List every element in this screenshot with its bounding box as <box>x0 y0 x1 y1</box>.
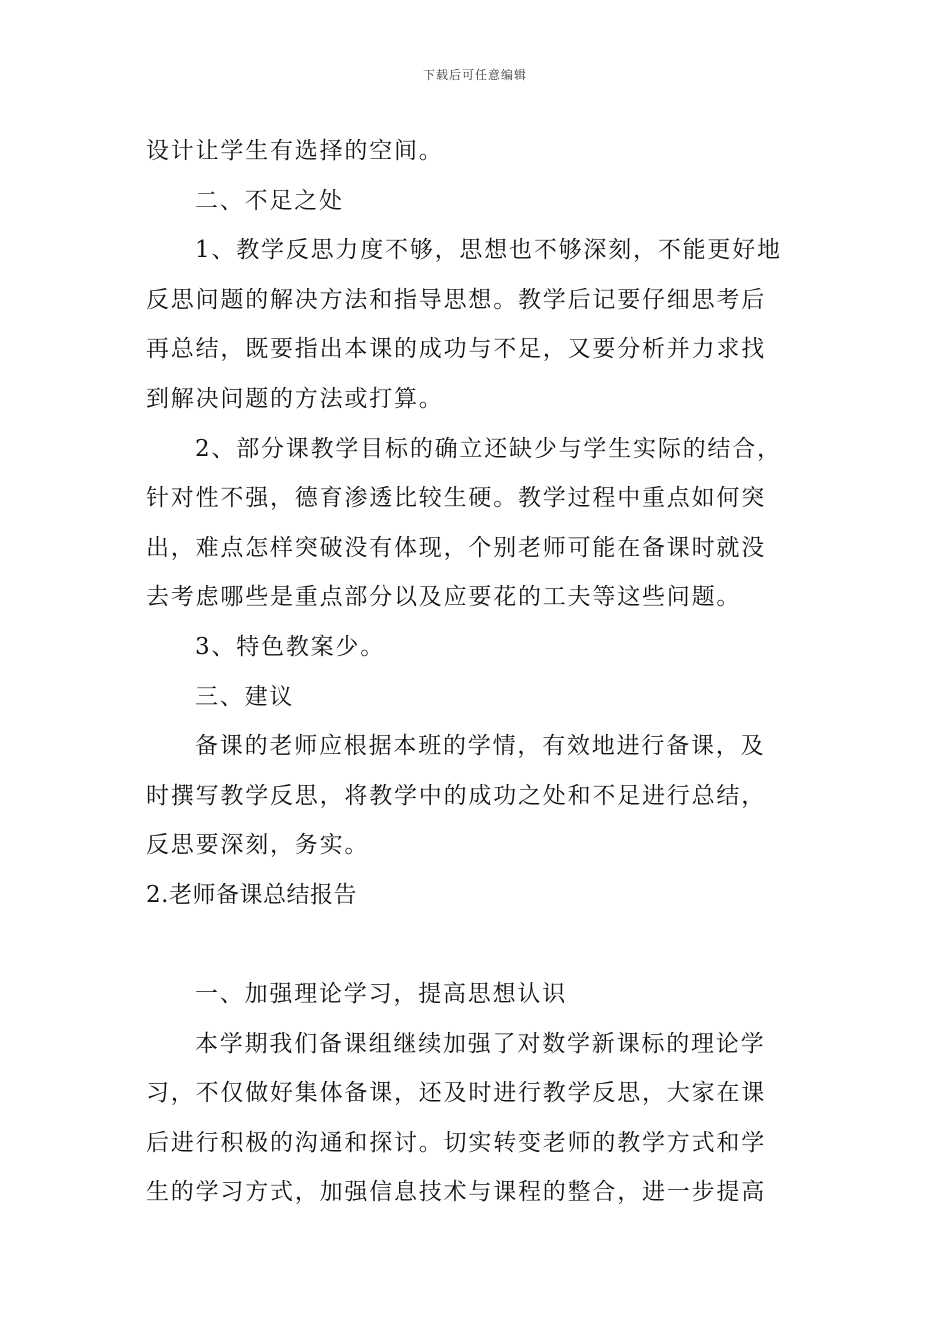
paragraph-line: 本学期我们备课组继续加强了对数学新课标的理论学 <box>195 1030 766 1057</box>
paragraph-line: 反思问题的解决方法和指导思想。教学后记要仔细思考后 <box>146 286 766 313</box>
paragraph-line: 后进行积极的沟通和探讨。切实转变老师的教学方式和学 <box>146 1129 766 1156</box>
paragraph-line: 时撰写教学反思，将教学中的成功之处和不足进行总结， <box>146 782 766 809</box>
blank-line <box>146 921 810 971</box>
paragraph-line: 习，不仅做好集体备课，还及时进行教学反思，大家在课 <box>146 1080 766 1107</box>
paragraph-line: 生的学习方式，加强信息技术与课程的整合，进一步提高 <box>146 1179 766 1206</box>
paragraph-line: 备课的老师应根据本班的学情，有效地进行备课，及 <box>195 733 766 760</box>
paragraph-line: 1、教学反思力度不够，思想也不够深刻，不能更好地 <box>195 237 782 264</box>
paragraph-line: 3、特色教案少。 <box>195 633 386 660</box>
document-body <box>146 127 810 1218</box>
report-title: 2.老师备课总结报告 <box>146 881 357 908</box>
paragraph-line: 到解决问题的方法或打算。 <box>146 385 444 412</box>
section-heading-suggestions: 三、建议 <box>195 683 295 710</box>
paragraph-line: 2、部分课教学目标的确立还缺少与学生实际的结合， <box>195 435 782 462</box>
paragraph-line: 再总结，既要指出本课的成功与不足，又要分析并力求找 <box>146 336 766 363</box>
paragraph-line: 出，难点怎样突破没有体现，个别老师可能在备课时就没 <box>146 534 766 561</box>
paragraph-line: 反思要深刻，务实。 <box>146 832 370 859</box>
page-header: 下载后可任意编辑 <box>422 68 527 82</box>
section-heading-theory: 一、加强理论学习，提高思想认识 <box>195 981 567 1008</box>
paragraph-line: 去考虑哪些是重点部分以及应要花的工夫等这些问题。 <box>146 584 742 611</box>
paragraph-line: 设计让学生有选择的空间。 <box>146 138 444 164</box>
section-heading-shortcomings: 二、不足之处 <box>195 187 344 214</box>
paragraph-line: 针对性不强，德育渗透比较生硬。教学过程中重点如何突 <box>146 485 766 512</box>
